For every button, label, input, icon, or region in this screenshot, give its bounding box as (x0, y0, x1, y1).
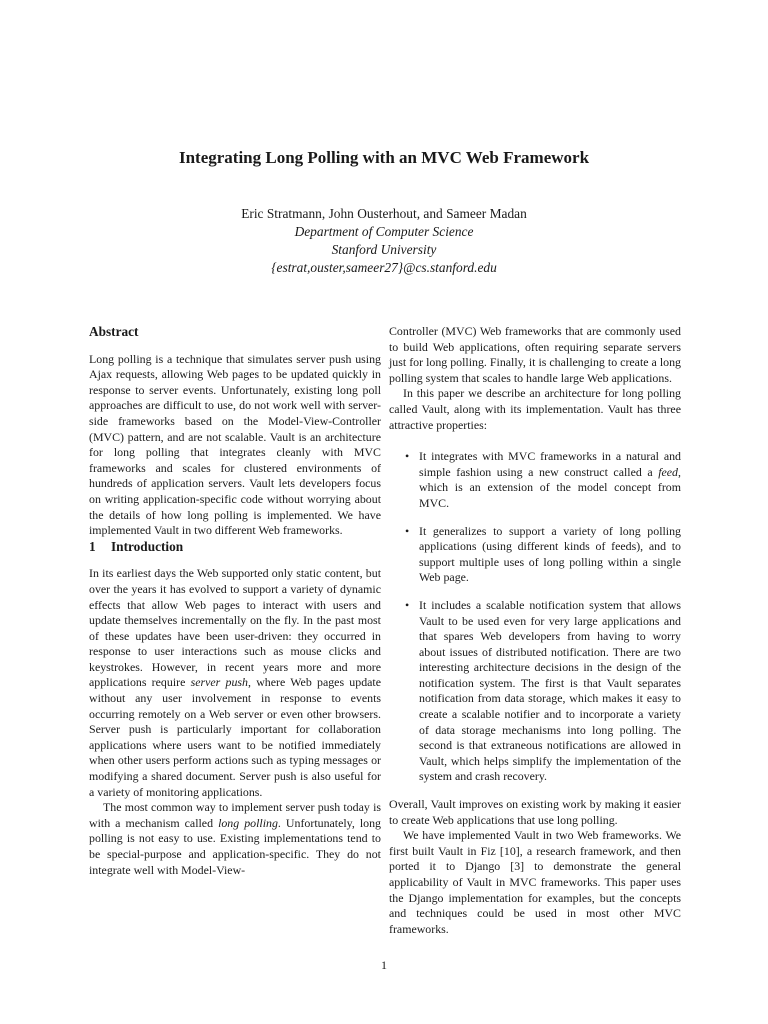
author-department: Department of Computer Science (294, 224, 474, 239)
author-block (0, 205, 768, 277)
properties-list (389, 449, 681, 785)
section-number: 1 (89, 538, 96, 554)
page-number: 1 (381, 958, 387, 972)
intro-paragraph-4: In this paper we describe an architecture for long polling called Vault, along with its implementation. Vault has three attractive properties: (389, 386, 681, 432)
intro-paragraph-3: Controller (MVC) Web frameworks that are commonly used to build Web applications, often requiring separate servers just for long polling. Finally, it is challenging to create a long polling system that scales to handle large Web applications. (389, 324, 681, 385)
abstract-heading: Abstract (89, 324, 139, 339)
right-column (389, 324, 681, 937)
section-title: Introduction (111, 538, 184, 554)
introduction-heading (89, 539, 381, 555)
list-item (389, 598, 681, 785)
bullet-2-text: It generalizes to support a variety of long polling applications (using different kinds of feeds), and to support multiple uses of long polling within a single Web page. (419, 523, 681, 585)
author-names: Eric Stratmann, John Ousterhout, and Sameer Madan (241, 206, 527, 221)
author-email: {estrat,ouster,sameer27}@cs.stanford.edu (271, 260, 497, 275)
left-column (89, 324, 381, 878)
intro-p2-text-a: The most common way to implement server push today is with a mechanism called (89, 800, 381, 830)
intro-p1-text-b: , where Web pages update without any user involvement in response to events occurring remotely on a Web server or even other browsers. Server push is particularly important for collaboration applications where users want to be notified immediately when other users perform actions such as typing messages or modifying a shared document. Server push is also useful for a variety of monitoring applications. (89, 675, 381, 799)
intro-p1-text-a: In its earliest days the Web supported only static content, but over the years it has evolved to support a variety of dynamic effects that allow Web pages to interact with users and update themselves incrementally on the fly. In the past most of these updates have been user-driven: they occurred in response to user interactions such as mouse clicks and keystrokes. However, in recent years more and more applications require (89, 566, 381, 690)
bullet-1-text-b: , which is an extension of the model concept from MVC. (419, 464, 681, 510)
bullet-3-text: It includes a scalable notification system that allows Vault to be used even for very large applications and that spares Web developers from having to worry about issues of distributed notification. There are two interesting architecture decisions in the design of the notification system. The first is that Vault separates notification from data storage, which makes it easy to create a scalable notifier and to incorporate a variety of data storage mechanisms into long polling. The second is that extraneous notifications are allowed in Vault, which helps simplify the implementation of the system and crash recovery. (419, 597, 681, 784)
bullet-marker: • (405, 597, 410, 612)
intro-p2-emphasis: long polling (218, 815, 278, 830)
list-item (389, 449, 681, 511)
intro-paragraph-1 (89, 566, 381, 800)
abstract-body: Long polling is a technique that simulates server push using Ajax requests, allowing Web pages to be updated quickly in response to server events. Unfortunately, existing long poll approaches are difficult to use, do not work well with server-side frameworks based on the Model-View-Controller (MVC) pattern, and are not scalable. Vault is an architecture for long polling that integrates cleanly with MVC frameworks and scales for clustered environments of hundreds of application servers. Vault lets developers focus on writing application-specific code without worrying about the details of how long polling is implemented. We have implemented Vault in two different Web frameworks. (89, 351, 381, 538)
bullet-marker: • (405, 449, 410, 464)
intro-p1-emphasis: server push (190, 675, 249, 690)
paper-title: Integrating Long Polling with an MVC Web Framework (178, 148, 590, 167)
intro-paragraph-6: We have implemented Vault in two Web frameworks. We first built Vault in Fiz [10], a research framework, and then ported it to Django [3] to demonstrate the general applicability of Vault in MVC frameworks. This paper uses the Django implementation for examples, but the concepts and techniques could be used in most other MVC frameworks. (389, 828, 681, 936)
list-item (389, 524, 681, 586)
bullet-marker: • (405, 523, 410, 538)
bullet-1-text-a: It integrates with MVC frameworks in a natural and simple fashion using a new construct called a (419, 449, 681, 479)
intro-paragraph-5: Overall, Vault improves on existing work by making it easier to create Web applications that use long polling. (389, 797, 681, 827)
bullet-1-emphasis: feed (658, 464, 679, 479)
author-university: Stanford University (331, 242, 437, 257)
intro-paragraph-2 (89, 800, 381, 878)
intro-p2-text-b: . Unfortunately, long polling is not easy to use. Existing implementations tend to be special-purpose and application-specific. They do not integrate well with Model-View- (89, 815, 381, 877)
